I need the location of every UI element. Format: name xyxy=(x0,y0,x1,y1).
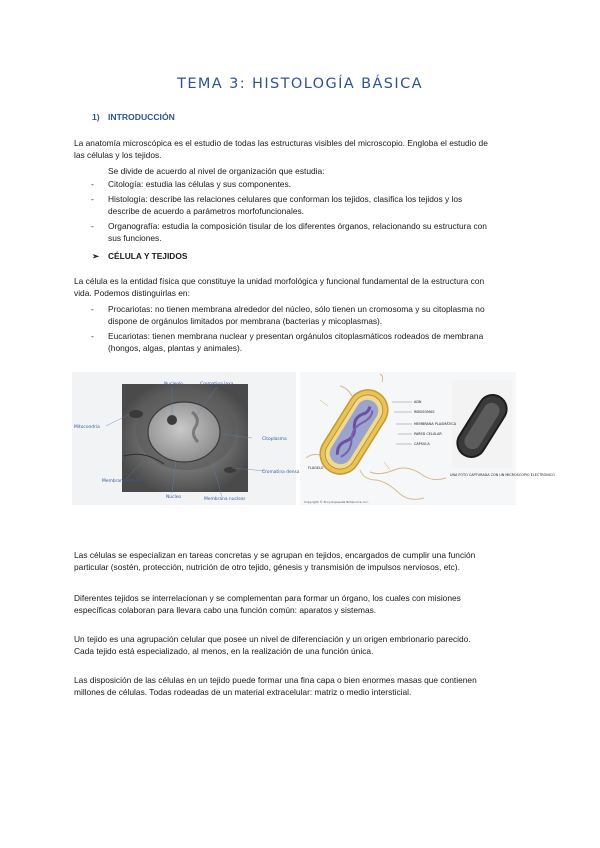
list-line: describe de acuerdo a parámetros morfofuncionales. xyxy=(108,206,304,217)
list-line: dispone de orgánulos limitados por membrana (bacterias y micoplasmas). xyxy=(108,316,383,327)
cell-line-2: vida. Podemos distinguirlas en: xyxy=(74,288,190,299)
para-line: Las células se especializan en tareas concretas y se agrupan en tejidos, encargados de cumplir una función xyxy=(74,550,476,560)
image-credit: Copyright © Encyclopaedia Britannica, Inc. xyxy=(304,500,369,504)
division-paragraph: Se divide de acuerdo al nivel de organización que estudia: xyxy=(108,166,325,176)
paragraph-especializacion xyxy=(74,549,529,574)
label-nucleolo: Nucleolo xyxy=(164,382,183,387)
list-dash: - xyxy=(91,304,94,314)
nucleus-shape xyxy=(148,402,220,462)
list-line: Citología: estudia las células y sus componentes. xyxy=(108,179,291,189)
page-title: TEMA 3: HISTOLOGÍA BÁSICA xyxy=(177,76,423,92)
subheading-celula-tejidos xyxy=(92,251,187,261)
para-line: Un tejido es una agrupación celular que posee un nivel de diferenciación y un origen embrionario parecido. xyxy=(74,634,471,644)
list-dash: - xyxy=(91,194,94,204)
para-line: Diferentes tejidos se interrelacionan y se complementan para formar un órgano, los cuales con misiones xyxy=(74,593,461,603)
eukaryotic-cell-micrograph xyxy=(72,372,300,505)
label-adn: ADN xyxy=(414,400,422,404)
list-line: Histología: describe las relaciones celulares que conforman los tejidos, clasifica los tejidos y los xyxy=(108,194,463,204)
bacterium-diagram xyxy=(300,372,555,505)
label-cromatina-laxa: Cromatina laxa xyxy=(200,382,234,387)
section-title: INTRODUCCIÓN xyxy=(108,112,175,122)
list-line: Eucariotas: tienen membrana nuclear y presentan orgánulos citoplasmáticos rodeados de membrana xyxy=(108,331,484,341)
list-dash: - xyxy=(91,179,94,189)
nucleolus-shape xyxy=(167,415,177,425)
section-number: 1) xyxy=(92,112,100,122)
paragraph-tejido xyxy=(74,633,529,658)
bacterium-svg xyxy=(300,372,555,505)
paragraph-organos xyxy=(74,592,529,617)
label-citoplasma: Citoplasma xyxy=(262,437,287,442)
para-line: específicas colaboran para llevara cabo una función común: aparatos y sistemas. xyxy=(74,605,377,616)
section-heading-introduccion xyxy=(92,112,175,122)
label-nucleo: Núcleo xyxy=(166,495,182,500)
label-ribosomas: RIBOSOMAS xyxy=(414,410,435,414)
list-line: sus funciones. xyxy=(108,233,162,244)
list-line: Procariotas: no tienen membrana alrededor del núcleo, sólo tienen un cromosoma y su citoplasma no xyxy=(108,304,485,314)
list-dash: - xyxy=(91,331,94,341)
intro-paragraph xyxy=(74,137,529,162)
label-membrana-nuclear: Membrana nuclear xyxy=(204,497,246,502)
label-membrana-plasmatica: MEMBRANA PLASMÁTICA xyxy=(414,422,457,426)
intro-line-1: La anatomía microscópica es el estudio de todas las estructuras visibles del microscopio. Engloba el estudio de xyxy=(74,138,488,148)
label-membrana-celular: Membrana celular xyxy=(102,479,142,484)
label-mitocondria: Mitocondria xyxy=(74,425,100,430)
bacterium-body xyxy=(313,382,396,481)
mitochondria-shape xyxy=(129,410,143,418)
mitochondria-shape-2 xyxy=(224,467,236,473)
label-capsula: CÁPSULA xyxy=(414,442,430,446)
para-line: particular (sostén, protección, nutrición de otro tejido, génesis y transmisión de impulsos nerviosos, etc). xyxy=(74,562,460,573)
label-flagelo: FLAGELO xyxy=(308,466,324,470)
label-microscopio: UNA FOTO CAPTURADA CON UN MICROSCOPIO ELECTRÓNICO xyxy=(450,473,555,477)
cell-definition-paragraph xyxy=(74,275,529,300)
label-lines xyxy=(392,402,412,444)
list-dash: - xyxy=(91,221,94,231)
arrow-bullet-icon: ➢ xyxy=(92,251,100,261)
para-line: Las disposición de las células en un tejido puede formar una fina capa o bien enormes masas que contienen xyxy=(74,675,477,685)
para-line: millones de células. Todas rodeadas de un material extracelular: matriz o medio intersticial. xyxy=(74,687,412,698)
para-line: Cada tejido está especializado, al menos, en la realización de una función única. xyxy=(74,646,374,657)
intro-line-2: las células y los tejidos. xyxy=(74,150,162,161)
list-line: (hongos, algas, plantas y animales). xyxy=(108,343,243,354)
paragraph-disposicion xyxy=(74,674,529,699)
list-line: Organografía: estudia la composición tisular de los diferentes órganos, relacionando su estructura con xyxy=(108,221,487,231)
subheading-text: CÉLULA Y TEJIDOS xyxy=(108,251,188,261)
electron-micrograph-inset xyxy=(452,380,512,468)
cell-line-1: La célula es la entidad física que constituye la unidad morfológica y funcional fundamental de la estructura con xyxy=(74,276,485,286)
micrograph-svg xyxy=(72,372,300,505)
label-pared-celular: PARED CELULAR xyxy=(414,432,442,436)
label-cromatina-densa: Cromatina densa xyxy=(262,470,300,475)
